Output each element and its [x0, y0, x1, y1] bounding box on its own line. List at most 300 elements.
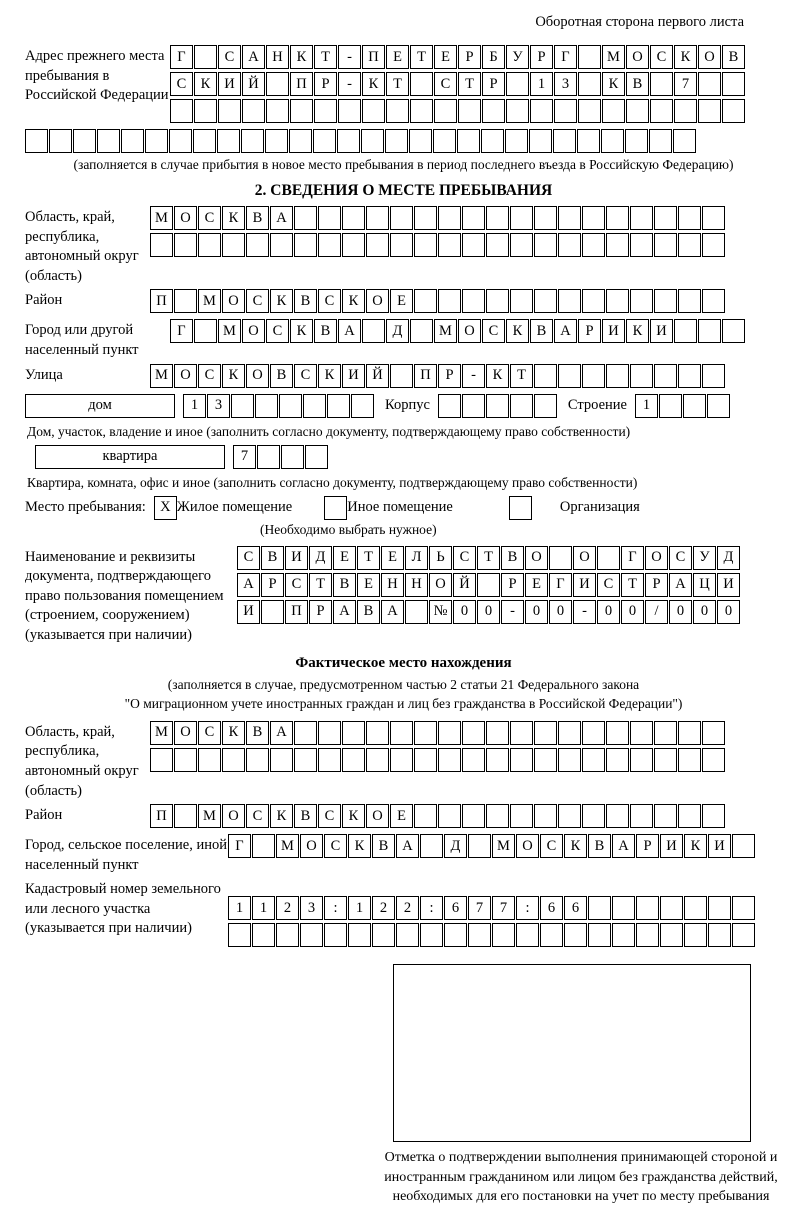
- grid-cell[interactable]: [660, 896, 683, 920]
- grid-cell[interactable]: 2: [276, 896, 299, 920]
- grid-cell[interactable]: [327, 394, 350, 418]
- grid-cell[interactable]: Е: [390, 289, 413, 313]
- grid-cell[interactable]: М: [150, 721, 173, 745]
- grid-cell[interactable]: 0: [525, 600, 548, 624]
- grid-cell[interactable]: [732, 896, 755, 920]
- grid-cell[interactable]: [462, 289, 485, 313]
- grid-cell[interactable]: [366, 233, 389, 257]
- grid-cell[interactable]: А: [338, 319, 361, 343]
- grid-cell[interactable]: П: [290, 72, 313, 96]
- grid-cell[interactable]: П: [150, 804, 173, 828]
- grid-cell[interactable]: В: [588, 834, 611, 858]
- grid-cell[interactable]: М: [198, 289, 221, 313]
- grid-cell[interactable]: [650, 99, 673, 123]
- grid-cell[interactable]: [462, 804, 485, 828]
- grid-cell[interactable]: С: [540, 834, 563, 858]
- grid-cell[interactable]: [602, 99, 625, 123]
- grid-cell[interactable]: [458, 99, 481, 123]
- grid-cell[interactable]: [198, 748, 221, 772]
- grid-cell[interactable]: [174, 233, 197, 257]
- grid-cell[interactable]: [582, 748, 605, 772]
- grid-cell[interactable]: Т: [458, 72, 481, 96]
- grid-cell[interactable]: [366, 748, 389, 772]
- grid-cell[interactable]: [294, 721, 317, 745]
- grid-cell[interactable]: В: [333, 573, 356, 597]
- grid-cell[interactable]: [707, 394, 730, 418]
- grid-cell[interactable]: К: [194, 72, 217, 96]
- grid-cell[interactable]: [529, 129, 552, 153]
- grid-cell[interactable]: [612, 923, 635, 947]
- grid-cell[interactable]: М: [434, 319, 457, 343]
- grid-cell[interactable]: Г: [549, 573, 572, 597]
- grid-cell[interactable]: [654, 233, 677, 257]
- grid-cell[interactable]: Т: [357, 546, 380, 570]
- grid-cell[interactable]: В: [314, 319, 337, 343]
- grid-cell[interactable]: [337, 129, 360, 153]
- grid-cell[interactable]: [318, 721, 341, 745]
- grid-cell[interactable]: П: [150, 289, 173, 313]
- grid-cell[interactable]: В: [722, 45, 745, 69]
- grid-cell[interactable]: 0: [597, 600, 620, 624]
- grid-cell[interactable]: А: [237, 573, 260, 597]
- grid-cell[interactable]: [390, 233, 413, 257]
- grid-cell[interactable]: С: [324, 834, 347, 858]
- grid-cell[interactable]: Д: [386, 319, 409, 343]
- grid-cell[interactable]: Д: [444, 834, 467, 858]
- grid-cell[interactable]: [582, 364, 605, 388]
- grid-cell[interactable]: К: [318, 364, 341, 388]
- grid-cell[interactable]: [558, 206, 581, 230]
- grid-cell[interactable]: [468, 923, 491, 947]
- grid-cell[interactable]: [506, 72, 529, 96]
- grid-cell[interactable]: [390, 721, 413, 745]
- grid-cell[interactable]: Е: [333, 546, 356, 570]
- grid-cell[interactable]: [630, 364, 653, 388]
- grid-cell[interactable]: Е: [434, 45, 457, 69]
- grid-cell[interactable]: [318, 206, 341, 230]
- grid-cell[interactable]: С: [266, 319, 289, 343]
- grid-cell[interactable]: [342, 233, 365, 257]
- grid-cell[interactable]: Д: [309, 546, 332, 570]
- grid-cell[interactable]: [462, 206, 485, 230]
- grid-cell[interactable]: [722, 319, 745, 343]
- grid-cell[interactable]: [318, 748, 341, 772]
- grid-cell[interactable]: [558, 804, 581, 828]
- grid-cell[interactable]: Г: [228, 834, 251, 858]
- grid-cell[interactable]: [433, 129, 456, 153]
- grid-cell[interactable]: Ь: [429, 546, 452, 570]
- grid-cell[interactable]: П: [285, 600, 308, 624]
- grid-cell[interactable]: [486, 289, 509, 313]
- grid-cell[interactable]: [290, 99, 313, 123]
- grid-cell[interactable]: К: [362, 72, 385, 96]
- grid-cell[interactable]: [462, 721, 485, 745]
- grid-cell[interactable]: [257, 445, 280, 469]
- grid-cell[interactable]: [597, 546, 620, 570]
- grid-cell[interactable]: [702, 289, 725, 313]
- grid-cell[interactable]: [708, 923, 731, 947]
- grid-cell[interactable]: [486, 233, 509, 257]
- grid-cell[interactable]: [492, 923, 515, 947]
- grid-cell[interactable]: [279, 394, 302, 418]
- grid-cell[interactable]: [505, 129, 528, 153]
- grid-cell[interactable]: О: [573, 546, 596, 570]
- grid-cell[interactable]: [438, 748, 461, 772]
- grid-cell[interactable]: [193, 129, 216, 153]
- grid-cell[interactable]: [582, 206, 605, 230]
- grid-cell[interactable]: К: [506, 319, 529, 343]
- grid-cell[interactable]: В: [372, 834, 395, 858]
- grid-cell[interactable]: В: [626, 72, 649, 96]
- grid-cell[interactable]: [626, 99, 649, 123]
- grid-cell[interactable]: :: [420, 896, 443, 920]
- grid-cell[interactable]: Ц: [693, 573, 716, 597]
- grid-cell[interactable]: С: [198, 364, 221, 388]
- grid-cell[interactable]: А: [270, 206, 293, 230]
- grid-cell[interactable]: М: [276, 834, 299, 858]
- grid-cell[interactable]: [73, 129, 96, 153]
- grid-cell[interactable]: [606, 364, 629, 388]
- grid-cell[interactable]: [342, 721, 365, 745]
- grid-cell[interactable]: [348, 923, 371, 947]
- grid-cell[interactable]: [558, 748, 581, 772]
- grid-cell[interactable]: А: [554, 319, 577, 343]
- grid-cell[interactable]: [702, 233, 725, 257]
- grid-cell[interactable]: [558, 289, 581, 313]
- grid-cell[interactable]: [630, 804, 653, 828]
- grid-cell[interactable]: [289, 129, 312, 153]
- grid-cell[interactable]: Р: [645, 573, 668, 597]
- grid-cell[interactable]: -: [501, 600, 524, 624]
- grid-cell[interactable]: И: [573, 573, 596, 597]
- grid-cell[interactable]: 0: [693, 600, 716, 624]
- grid-cell[interactable]: [683, 394, 706, 418]
- grid-cell[interactable]: Т: [477, 546, 500, 570]
- grid-cell[interactable]: С: [453, 546, 476, 570]
- grid-cell[interactable]: [510, 804, 533, 828]
- grid-cell[interactable]: [222, 748, 245, 772]
- grid-cell[interactable]: [414, 804, 437, 828]
- grid-cell[interactable]: Е: [386, 45, 409, 69]
- grid-cell[interactable]: И: [285, 546, 308, 570]
- grid-cell[interactable]: [318, 233, 341, 257]
- grid-cell[interactable]: М: [150, 206, 173, 230]
- grid-cell[interactable]: 3: [300, 896, 323, 920]
- grid-cell[interactable]: [582, 289, 605, 313]
- grid-cell[interactable]: Й: [453, 573, 476, 597]
- grid-cell[interactable]: [486, 721, 509, 745]
- grid-cell[interactable]: [170, 99, 193, 123]
- grid-cell[interactable]: [606, 233, 629, 257]
- grid-cell[interactable]: [530, 99, 553, 123]
- grid-cell[interactable]: [270, 233, 293, 257]
- grid-cell[interactable]: А: [612, 834, 635, 858]
- grid-cell[interactable]: [218, 99, 241, 123]
- grid-cell[interactable]: [486, 804, 509, 828]
- grid-cell[interactable]: [698, 72, 721, 96]
- grid-cell[interactable]: [217, 129, 240, 153]
- grid-cell[interactable]: [516, 923, 539, 947]
- grid-cell[interactable]: [674, 99, 697, 123]
- grid-cell[interactable]: [630, 233, 653, 257]
- grid-cell[interactable]: С: [170, 72, 193, 96]
- grid-cell[interactable]: [294, 206, 317, 230]
- grid-cell[interactable]: [396, 923, 419, 947]
- grid-cell[interactable]: Р: [261, 573, 284, 597]
- grid-cell[interactable]: [410, 319, 433, 343]
- grid-cell[interactable]: [294, 748, 317, 772]
- grid-cell[interactable]: А: [270, 721, 293, 745]
- grid-cell[interactable]: [649, 129, 672, 153]
- grid-cell[interactable]: Е: [390, 804, 413, 828]
- grid-cell[interactable]: О: [300, 834, 323, 858]
- grid-cell[interactable]: 7: [492, 896, 515, 920]
- grid-cell[interactable]: 7: [233, 445, 256, 469]
- grid-cell[interactable]: И: [660, 834, 683, 858]
- grid-cell[interactable]: [255, 394, 278, 418]
- grid-cell[interactable]: В: [501, 546, 524, 570]
- grid-cell[interactable]: [578, 45, 601, 69]
- grid-cell[interactable]: П: [414, 364, 437, 388]
- grid-cell[interactable]: [174, 748, 197, 772]
- grid-cell[interactable]: [266, 72, 289, 96]
- grid-cell[interactable]: В: [357, 600, 380, 624]
- grid-cell[interactable]: [510, 233, 533, 257]
- grid-cell[interactable]: 0: [549, 600, 572, 624]
- grid-cell[interactable]: Р: [501, 573, 524, 597]
- grid-cell[interactable]: Р: [309, 600, 332, 624]
- grid-cell[interactable]: [300, 923, 323, 947]
- grid-cell[interactable]: [673, 129, 696, 153]
- grid-cell[interactable]: 1: [183, 394, 206, 418]
- grid-cell[interactable]: [540, 923, 563, 947]
- grid-cell[interactable]: Н: [405, 573, 428, 597]
- grid-cell[interactable]: 2: [396, 896, 419, 920]
- grid-cell[interactable]: С: [246, 289, 269, 313]
- grid-cell[interactable]: [231, 394, 254, 418]
- grid-cell[interactable]: [582, 804, 605, 828]
- grid-cell[interactable]: О: [242, 319, 265, 343]
- grid-cell[interactable]: [482, 99, 505, 123]
- grid-cell[interactable]: С: [294, 364, 317, 388]
- grid-cell[interactable]: [698, 99, 721, 123]
- grid-cell[interactable]: М: [198, 804, 221, 828]
- grid-cell[interactable]: [174, 289, 197, 313]
- grid-cell[interactable]: К: [342, 804, 365, 828]
- grid-cell[interactable]: К: [290, 319, 313, 343]
- grid-cell[interactable]: 6: [540, 896, 563, 920]
- grid-cell[interactable]: [558, 233, 581, 257]
- grid-cell[interactable]: [654, 206, 677, 230]
- grid-cell[interactable]: [385, 129, 408, 153]
- grid-cell[interactable]: О: [174, 364, 197, 388]
- grid-cell[interactable]: [414, 748, 437, 772]
- grid-cell[interactable]: [462, 394, 485, 418]
- grid-cell[interactable]: [246, 233, 269, 257]
- grid-cell[interactable]: -: [338, 72, 361, 96]
- grid-cell[interactable]: [252, 834, 275, 858]
- grid-cell[interactable]: [414, 289, 437, 313]
- grid-cell[interactable]: К: [486, 364, 509, 388]
- grid-cell[interactable]: О: [626, 45, 649, 69]
- grid-cell[interactable]: К: [222, 364, 245, 388]
- grid-cell[interactable]: [438, 206, 461, 230]
- grid-cell[interactable]: И: [342, 364, 365, 388]
- grid-cell[interactable]: 2: [372, 896, 395, 920]
- grid-cell[interactable]: И: [218, 72, 241, 96]
- grid-cell[interactable]: [390, 748, 413, 772]
- grid-cell[interactable]: В: [246, 721, 269, 745]
- grid-cell[interactable]: [342, 206, 365, 230]
- grid-cell[interactable]: Г: [170, 319, 193, 343]
- grid-cell[interactable]: Р: [578, 319, 601, 343]
- grid-cell[interactable]: [732, 834, 755, 858]
- grid-cell[interactable]: С: [198, 721, 221, 745]
- grid-cell[interactable]: [534, 289, 557, 313]
- grid-cell[interactable]: Т: [621, 573, 644, 597]
- grid-cell[interactable]: М: [492, 834, 515, 858]
- grid-cell[interactable]: 0: [717, 600, 740, 624]
- grid-cell[interactable]: [582, 233, 605, 257]
- grid-cell[interactable]: [390, 364, 413, 388]
- grid-cell[interactable]: М: [150, 364, 173, 388]
- grid-cell[interactable]: [732, 923, 755, 947]
- grid-cell[interactable]: [678, 804, 701, 828]
- grid-cell[interactable]: К: [222, 206, 245, 230]
- grid-cell[interactable]: [281, 445, 304, 469]
- grid-cell[interactable]: О: [458, 319, 481, 343]
- grid-cell[interactable]: [510, 289, 533, 313]
- grid-cell[interactable]: [438, 233, 461, 257]
- grid-cell[interactable]: В: [294, 804, 317, 828]
- grid-cell[interactable]: И: [717, 573, 740, 597]
- grid-cell[interactable]: [601, 129, 624, 153]
- grid-cell[interactable]: [722, 72, 745, 96]
- zhiloe-checkbox[interactable]: X: [154, 496, 177, 520]
- grid-cell[interactable]: [324, 923, 347, 947]
- grid-cell[interactable]: Р: [314, 72, 337, 96]
- grid-cell[interactable]: 1: [252, 896, 275, 920]
- grid-cell[interactable]: О: [174, 721, 197, 745]
- grid-cell[interactable]: Е: [525, 573, 548, 597]
- grid-cell[interactable]: [588, 896, 611, 920]
- grid-cell[interactable]: [534, 804, 557, 828]
- grid-cell[interactable]: 6: [444, 896, 467, 920]
- grid-cell[interactable]: [25, 129, 48, 153]
- grid-cell[interactable]: А: [669, 573, 692, 597]
- grid-cell[interactable]: [410, 72, 433, 96]
- grid-cell[interactable]: В: [530, 319, 553, 343]
- grid-cell[interactable]: :: [516, 896, 539, 920]
- grid-cell[interactable]: [674, 319, 697, 343]
- grid-cell[interactable]: [678, 289, 701, 313]
- grid-cell[interactable]: 7: [674, 72, 697, 96]
- grid-cell[interactable]: [145, 129, 168, 153]
- grid-cell[interactable]: [194, 45, 217, 69]
- grid-cell[interactable]: -: [462, 364, 485, 388]
- grid-cell[interactable]: [386, 99, 409, 123]
- grid-cell[interactable]: С: [246, 804, 269, 828]
- grid-cell[interactable]: [438, 394, 461, 418]
- grid-cell[interactable]: Е: [357, 573, 380, 597]
- grid-cell[interactable]: И: [237, 600, 260, 624]
- grid-cell[interactable]: [97, 129, 120, 153]
- grid-cell[interactable]: С: [597, 573, 620, 597]
- grid-cell[interactable]: [510, 206, 533, 230]
- grid-cell[interactable]: Т: [314, 45, 337, 69]
- grid-cell[interactable]: [636, 923, 659, 947]
- grid-cell[interactable]: [654, 289, 677, 313]
- grid-cell[interactable]: А: [242, 45, 265, 69]
- grid-cell[interactable]: [702, 364, 725, 388]
- grid-cell[interactable]: С: [237, 546, 260, 570]
- grid-cell[interactable]: [434, 99, 457, 123]
- grid-cell[interactable]: [636, 896, 659, 920]
- grid-cell[interactable]: [477, 573, 500, 597]
- grid-cell[interactable]: [228, 923, 251, 947]
- grid-cell[interactable]: [361, 129, 384, 153]
- grid-cell[interactable]: Т: [386, 72, 409, 96]
- grid-cell[interactable]: О: [698, 45, 721, 69]
- grid-cell[interactable]: [534, 233, 557, 257]
- grid-cell[interactable]: [242, 99, 265, 123]
- grid-cell[interactable]: [121, 129, 144, 153]
- grid-cell[interactable]: -: [338, 45, 361, 69]
- grid-cell[interactable]: [606, 721, 629, 745]
- grid-cell[interactable]: [534, 206, 557, 230]
- grid-cell[interactable]: 1: [348, 896, 371, 920]
- grid-cell[interactable]: [366, 721, 389, 745]
- grid-cell[interactable]: [564, 923, 587, 947]
- grid-cell[interactable]: [606, 289, 629, 313]
- grid-cell[interactable]: [510, 748, 533, 772]
- grid-cell[interactable]: [702, 206, 725, 230]
- grid-cell[interactable]: Б: [482, 45, 505, 69]
- org-checkbox[interactable]: [509, 496, 532, 520]
- grid-cell[interactable]: [549, 546, 572, 570]
- grid-cell[interactable]: К: [270, 804, 293, 828]
- grid-cell[interactable]: [659, 394, 682, 418]
- grid-cell[interactable]: [468, 834, 491, 858]
- grid-cell[interactable]: С: [218, 45, 241, 69]
- grid-cell[interactable]: В: [246, 206, 269, 230]
- grid-cell[interactable]: [534, 748, 557, 772]
- grid-cell[interactable]: [708, 896, 731, 920]
- grid-cell[interactable]: С: [318, 289, 341, 313]
- grid-cell[interactable]: А: [333, 600, 356, 624]
- grid-cell[interactable]: О: [174, 206, 197, 230]
- grid-cell[interactable]: [534, 394, 557, 418]
- grid-cell[interactable]: М: [602, 45, 625, 69]
- grid-cell[interactable]: [650, 72, 673, 96]
- grid-cell[interactable]: К: [684, 834, 707, 858]
- grid-cell[interactable]: [414, 206, 437, 230]
- grid-cell[interactable]: [414, 233, 437, 257]
- grid-cell[interactable]: [654, 721, 677, 745]
- grid-cell[interactable]: [678, 233, 701, 257]
- grid-cell[interactable]: О: [645, 546, 668, 570]
- grid-cell[interactable]: [660, 923, 683, 947]
- grid-cell[interactable]: О: [525, 546, 548, 570]
- grid-cell[interactable]: О: [222, 804, 245, 828]
- grid-cell[interactable]: 0: [453, 600, 476, 624]
- grid-cell[interactable]: [194, 319, 217, 343]
- grid-cell[interactable]: [194, 99, 217, 123]
- grid-cell[interactable]: Д: [717, 546, 740, 570]
- grid-cell[interactable]: [630, 289, 653, 313]
- grid-cell[interactable]: [252, 923, 275, 947]
- grid-cell[interactable]: [169, 129, 192, 153]
